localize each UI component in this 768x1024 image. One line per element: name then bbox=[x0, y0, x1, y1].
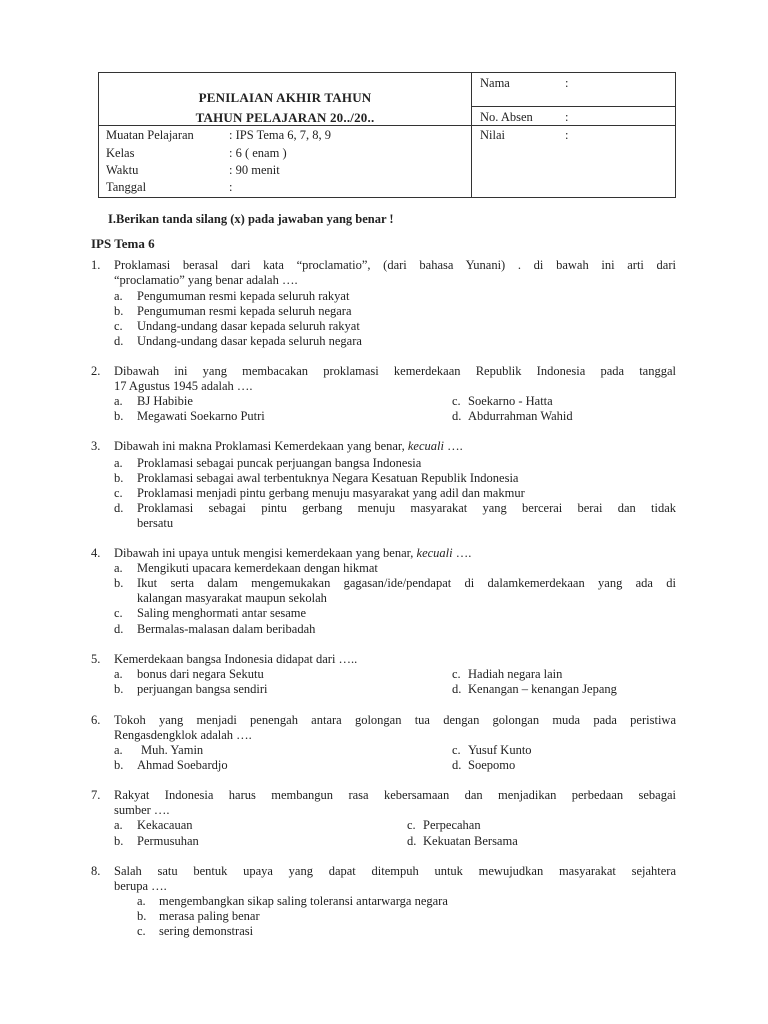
option-a[interactable]: Mengikuti upacara kemerdekaan dengan hikmat bbox=[137, 561, 378, 575]
time-label: Waktu bbox=[106, 163, 139, 177]
date-field[interactable]: : bbox=[229, 180, 233, 194]
option-letter: c. bbox=[114, 486, 123, 500]
option-d-cont: bersatu bbox=[137, 516, 174, 530]
option-b[interactable]: Proklamasi sebagai awal terbentuknya Negara Kesatuan Republik Indonesia bbox=[137, 471, 519, 485]
question-text: Salah satu bentuk upaya yang dapat ditempuh untuk mewujudkan masyarakat sejahtera bbox=[114, 864, 676, 878]
question-text: Kemerdekaan bangsa Indonesia didapat dari ….. bbox=[114, 652, 358, 666]
option-letter: c. bbox=[407, 818, 416, 832]
question-text bbox=[114, 439, 463, 454]
option-letter: b. bbox=[114, 409, 124, 423]
question-number: 4. bbox=[91, 546, 101, 560]
absen-label: No. Absen bbox=[480, 110, 533, 124]
date-label: Tanggal bbox=[106, 180, 147, 194]
option-d[interactable]: Kenangan – kenangan Jepang bbox=[468, 682, 617, 696]
option-b[interactable]: Permusuhan bbox=[137, 834, 199, 848]
subject-value: : IPS Tema 6, 7, 8, 9 bbox=[229, 128, 332, 142]
nilai-field[interactable]: : bbox=[565, 128, 569, 142]
question-number: 8. bbox=[91, 864, 101, 878]
option-a[interactable]: BJ Habibie bbox=[137, 394, 193, 408]
exam-header-table bbox=[98, 72, 676, 198]
question-number: 1. bbox=[91, 258, 101, 272]
option-b[interactable]: merasa paling benar bbox=[159, 909, 260, 923]
option-letter: d. bbox=[452, 409, 462, 423]
option-a[interactable]: mengembangkan sikap saling toleransi antarwarga negara bbox=[159, 894, 448, 908]
instruction: I.Berikan tanda silang (x) pada jawaban yang benar ! bbox=[108, 212, 394, 226]
question-number: 2. bbox=[91, 364, 101, 378]
question-text: Rakyat Indonesia harus membangun rasa kebersamaan dan menjadikan perbedaan sebagai bbox=[114, 788, 676, 802]
option-c[interactable]: Proklamasi menjadi pintu gerbang menuju masyarakat yang adil dan makmur bbox=[137, 486, 525, 500]
class-label: Kelas bbox=[106, 146, 135, 160]
option-a[interactable]: Kekacauan bbox=[137, 818, 193, 832]
name-field[interactable]: : bbox=[565, 76, 569, 90]
option-letter: b. bbox=[114, 758, 124, 772]
option-c[interactable]: Yusuf Kunto bbox=[468, 743, 532, 757]
option-letter: a. bbox=[114, 456, 123, 470]
option-b[interactable]: Megawati Soekarno Putri bbox=[137, 409, 265, 423]
option-b[interactable]: Ahmad Soebardjo bbox=[137, 758, 228, 772]
time-value: : 90 menit bbox=[229, 163, 280, 177]
subject-label: Muatan Pelajaran bbox=[106, 128, 194, 142]
option-a[interactable]: Pengumuman resmi kepada seluruh rakyat bbox=[137, 289, 350, 303]
question-text-cont: berupa …. bbox=[114, 879, 167, 893]
question-text-tail: …. bbox=[443, 439, 463, 453]
option-d[interactable]: Kekuatan Bersama bbox=[423, 834, 518, 848]
question-number: 3. bbox=[91, 439, 101, 453]
option-letter: d. bbox=[452, 682, 462, 696]
option-letter: a. bbox=[114, 561, 123, 575]
name-label: Nama bbox=[480, 76, 510, 90]
option-d[interactable]: Soepomo bbox=[468, 758, 516, 772]
option-letter: a. bbox=[114, 818, 123, 832]
option-letter: a. bbox=[114, 743, 123, 757]
question-emphasis: kecuali bbox=[416, 546, 453, 560]
option-letter: b. bbox=[114, 304, 124, 318]
option-c[interactable]: Soekarno - Hatta bbox=[468, 394, 553, 408]
absen-field[interactable]: : bbox=[565, 110, 569, 124]
question-text-cont: Rengasdengklok adalah …. bbox=[114, 728, 252, 742]
option-letter: d. bbox=[452, 758, 462, 772]
question-text: Dibawah ini yang membacakan proklamasi kemerdekaan Republik Indonesia pada tanggal bbox=[114, 364, 676, 378]
option-a[interactable]: bonus dari negara Sekutu bbox=[137, 667, 264, 681]
option-a[interactable]: Muh. Yamin bbox=[141, 743, 204, 757]
option-letter: d. bbox=[114, 501, 124, 515]
question-text: Proklamasi berasal dari kata “proclamatio”, (dari bahasa Yunani) . di bawah ini arti dari bbox=[114, 258, 676, 272]
option-letter: c. bbox=[452, 667, 461, 681]
option-letter: b. bbox=[114, 682, 124, 696]
class-value: : 6 ( enam ) bbox=[229, 146, 287, 160]
option-letter: d. bbox=[114, 334, 124, 348]
option-letter: a. bbox=[114, 667, 123, 681]
section-title: IPS Tema 6 bbox=[91, 236, 155, 251]
option-letter: b. bbox=[114, 834, 124, 848]
option-letter: d. bbox=[114, 622, 124, 636]
option-letter: c. bbox=[114, 319, 123, 333]
option-d[interactable]: Proklamasi sebagai pintu gerbang menuju masyarakat yang bercerai berai dan tidak bbox=[137, 501, 676, 515]
option-letter: c. bbox=[114, 606, 123, 620]
option-c[interactable]: sering demonstrasi bbox=[159, 924, 254, 938]
option-letter: a. bbox=[114, 394, 123, 408]
option-letter: c. bbox=[137, 924, 146, 938]
option-b[interactable]: Pengumuman resmi kepada seluruh negara bbox=[137, 304, 352, 318]
question-text bbox=[114, 546, 471, 561]
option-d[interactable]: Undang-undang dasar kepada seluruh negara bbox=[137, 334, 362, 348]
exam-year: TAHUN PELAJARAN 20../20.. bbox=[195, 110, 375, 125]
question-text: Tokoh yang menjadi penengah antara golongan tua dengan golongan muda pada peristiwa bbox=[114, 713, 676, 727]
option-a[interactable]: Proklamasi sebagai puncak perjuangan bangsa Indonesia bbox=[137, 456, 422, 470]
nilai-label: Nilai bbox=[480, 128, 505, 142]
question-emphasis: kecuali bbox=[407, 439, 444, 453]
question-text-cont: “proclamatio” yang benar adalah …. bbox=[114, 273, 298, 287]
table-divider bbox=[471, 73, 472, 197]
option-c[interactable]: Perpecahan bbox=[423, 818, 481, 832]
option-letter: c. bbox=[452, 394, 461, 408]
option-letter: b. bbox=[114, 471, 124, 485]
question-text-cont: sumber …. bbox=[114, 803, 170, 817]
question-number: 5. bbox=[91, 652, 101, 666]
option-d[interactable]: Abdurrahman Wahid bbox=[468, 409, 573, 423]
option-c[interactable]: Undang-undang dasar kepada seluruh rakyat bbox=[137, 319, 360, 333]
question-text-main: Dibawah ini upaya untuk mengisi kemerdekaan yang benar, bbox=[114, 546, 414, 560]
exam-title: PENILAIAN AKHIR TAHUN bbox=[198, 90, 372, 105]
question-number: 6. bbox=[91, 713, 101, 727]
option-letter: d. bbox=[407, 834, 417, 848]
question-text-main: Dibawah ini makna Proklamasi Kemerdekaan yang benar, bbox=[114, 439, 405, 453]
option-b[interactable]: perjuangan bangsa sendiri bbox=[137, 682, 268, 696]
table-divider bbox=[471, 106, 675, 107]
option-letter: b. bbox=[137, 909, 147, 923]
question-number: 7. bbox=[91, 788, 101, 802]
question-text-tail: …. bbox=[452, 546, 472, 560]
option-letter: b. bbox=[114, 576, 124, 590]
option-b-cont: kalangan masyarakat maupun sekolah bbox=[137, 591, 327, 605]
option-b[interactable]: Ikut serta dalam mengemukakan gagasan/ide/pendapat di dalamkemerdekaan yang ada di bbox=[137, 576, 676, 590]
option-d[interactable]: Bermalas-malasan dalam beribadah bbox=[137, 622, 316, 636]
option-c[interactable]: Saling menghormati antar sesame bbox=[137, 606, 307, 620]
option-c[interactable]: Hadiah negara lain bbox=[468, 667, 563, 681]
option-letter: a. bbox=[114, 289, 123, 303]
question-text-cont: 17 Agustus 1945 adalah …. bbox=[114, 379, 253, 393]
option-letter: a. bbox=[137, 894, 146, 908]
option-letter: c. bbox=[452, 743, 461, 757]
